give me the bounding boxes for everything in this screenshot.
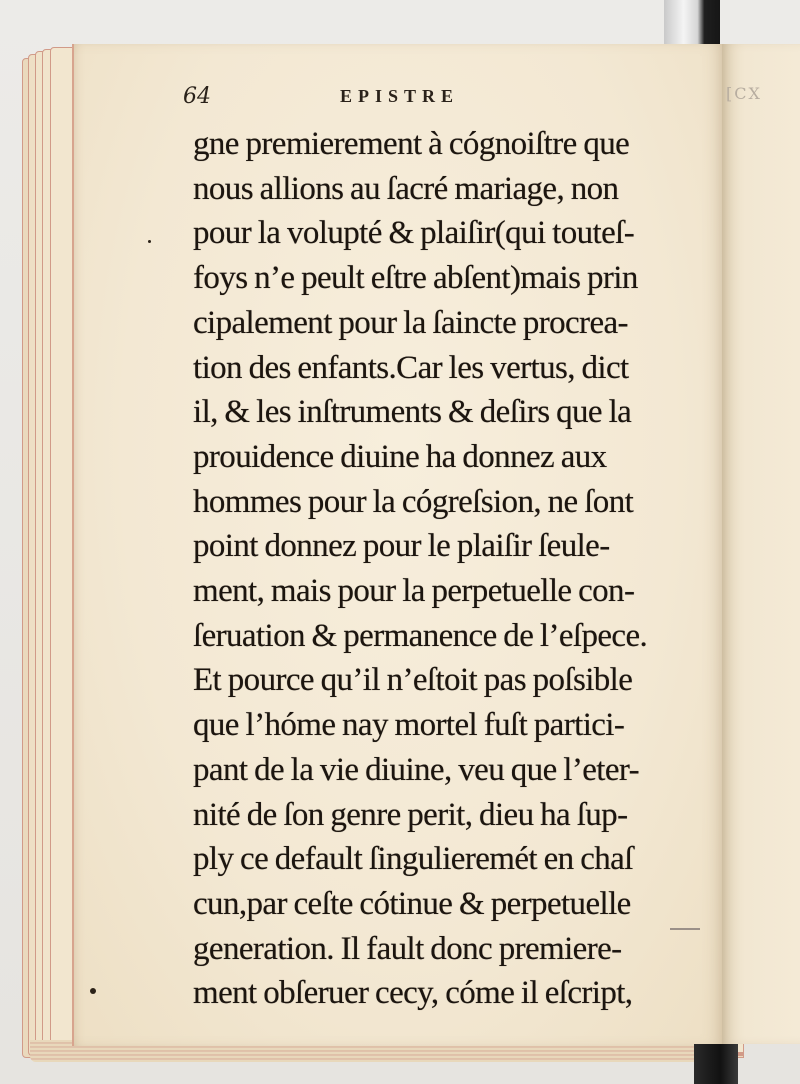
text-line: nous allions au ſacré mariage, non: [193, 170, 619, 207]
body-text: [193, 122, 663, 1016]
bookmark-ribbon-bottom: [694, 1044, 738, 1084]
text-line: pant de la vie diuine, veu que l’eter-: [193, 751, 640, 788]
bookmark-ribbon-top: [664, 0, 720, 48]
text-line: gne premierement à cógnoiſtre que: [193, 126, 630, 162]
text-line: foys n’e peult eſtre abſent)mais prin: [193, 260, 638, 297]
page-number: 64: [183, 84, 211, 109]
text-line: point donnez pour le plaiſir ſeule-: [193, 528, 610, 565]
text-line: pour la volupté & plaiſir(qui touteſ-: [193, 215, 635, 252]
text-line: il, & les inſtruments & deſirs que la: [193, 394, 632, 431]
ink-speck: [90, 988, 96, 994]
text-line: nité de ſon genre perit, dieu ha ſup-: [193, 796, 628, 833]
text-line: ply ce default ſingulieremét en chaſ: [193, 841, 633, 878]
text-line: ment obſeruer cecy, cóme il eſcript,: [193, 975, 633, 1012]
text-line: Et pource qu’il n’eſtoit pas poſsible: [193, 662, 633, 699]
right-page: [722, 44, 800, 1044]
text-line: prouidence diuine ha donnez aux: [193, 438, 607, 475]
ink-speck: [148, 240, 151, 243]
text-line: cipalement pour la ſaincte procrea-: [193, 304, 628, 341]
text-line: ſeruation & permanence de l’eſpece.: [193, 617, 648, 654]
text-line: ment, mais pour la perpetuelle con-: [193, 573, 635, 610]
facing-page-mark: [CX: [726, 84, 762, 103]
text-line: tion des enfants.Car les vertus, dict: [193, 349, 629, 386]
facing-page-speck: [670, 928, 700, 930]
running-head: EPISTRE: [340, 86, 460, 106]
text-line: que l’hóme nay mortel fuſt partici-: [193, 707, 625, 744]
text-line: generation. Il fault donc premiere-: [193, 930, 622, 967]
text-line: hommes pour la cógreſsion, ne ſont: [193, 483, 634, 520]
text-line: cun,par ceſte cótinue & perpetuelle: [193, 885, 631, 922]
